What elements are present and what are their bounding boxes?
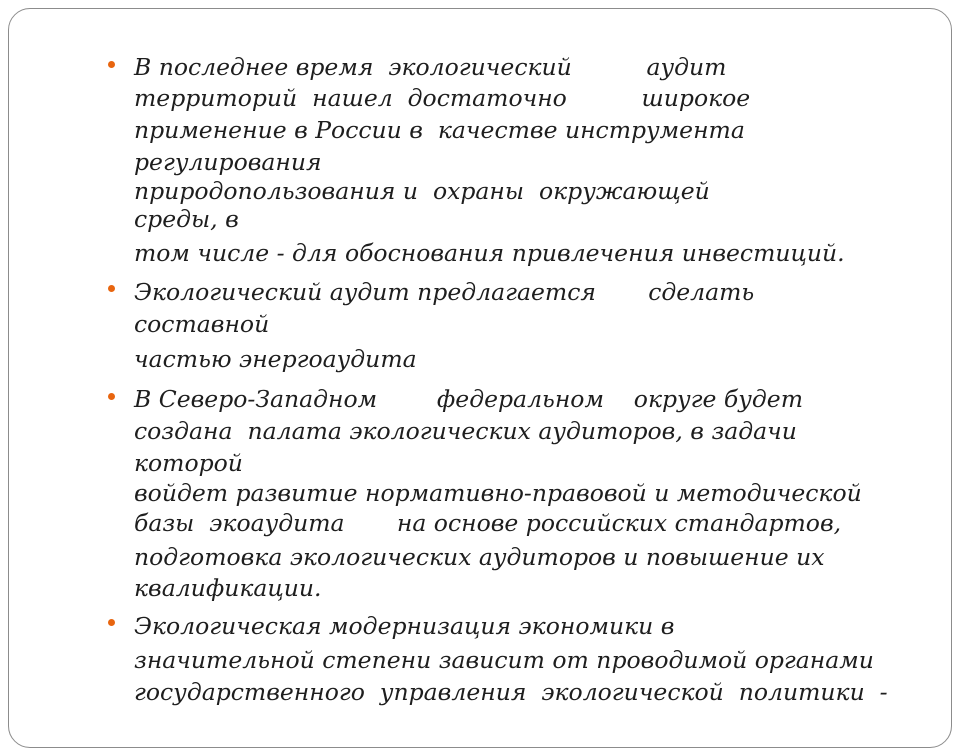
bullet-3-line-1: В Северо-Западном федеральном округе будет [134,385,803,413]
bullet-3-line-5: базы экоаудита на основе российских стандартов, [134,509,842,537]
bullet-1-line-6: среды, в [134,205,239,233]
bullet-marker [108,393,115,400]
bullet-3-line-4: войдет развитие нормативно-правовой и методической [134,479,862,507]
bullet-4-line-2: значительной степени зависит от проводимой органами [134,646,874,674]
bullet-3-line-2: создана палата экологических аудиторов, в задачи [134,417,797,445]
bullet-marker [108,619,115,626]
bullet-4-line-3: государственного управления экологической политики - [134,678,888,706]
bullet-1-line-1: В последнее время экологический аудит [134,53,727,81]
bullet-1-line-5: природопользования и охраны окружающей [134,177,710,205]
bullet-1-line-4: регулирования [134,148,322,176]
bullet-4-line-1: Экологическая модернизация экономики в [134,612,675,640]
bullet-1-line-2: территорий нашел достаточно широкое [134,84,751,112]
bullet-1-line-7: том числе - для обоснования привлечения инвестиций. [134,239,845,267]
bullet-3-line-7: квалификации. [134,574,322,602]
bullet-2-line-1: Экологический аудит предлагается сделать [134,278,755,306]
bullet-marker [108,61,115,68]
bullet-3-line-3: которой [134,449,243,477]
bullet-2-line-3: частью энергоаудита [134,345,417,373]
bullet-2-line-2: составной [134,310,270,338]
bullet-1-line-3: применение в России в качестве инструмента [134,116,745,144]
bullet-3-line-6: подготовка экологических аудиторов и повышение их [134,543,825,571]
bullet-marker [108,285,115,292]
